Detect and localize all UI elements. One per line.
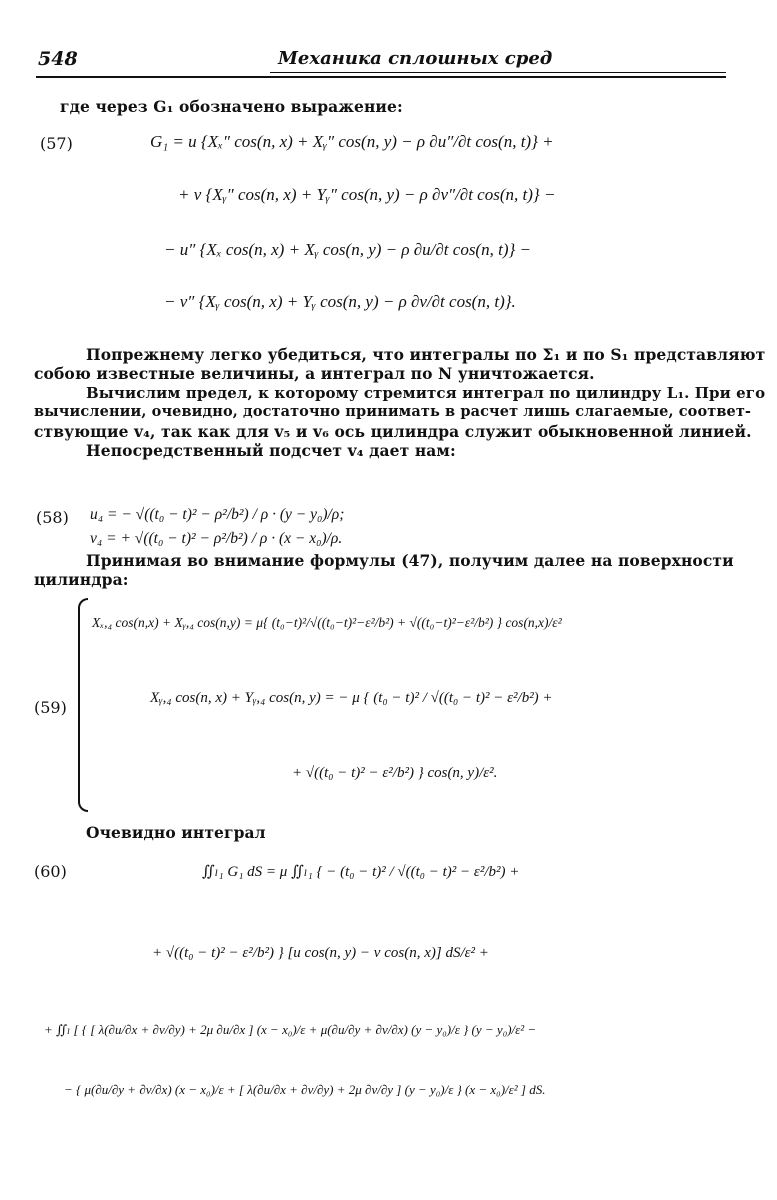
para2-line3: ствующие v₄, так как для v₅ и v₆ ось цилиндра служит обыкновенной линией. [34,422,752,441]
eq57-line4: − v″ {Xᵧ cos(n, x) + Yᵧ cos(n, y) − ρ ∂v/∂t cos(n, t)}. [164,292,516,311]
eq58-right: v₄ = + √((t₀ − t)² − ρ²/b²) / ρ · (x − x₀)/ρ. [90,530,343,547]
para1-line1: Попрежнему легко убедиться, что интегралы по Σ₁ и по S₁ представляют [86,345,766,364]
para2-line1: Вычислим предел, к которому стремится интеграл по цилиндру L₁. При его [86,384,766,402]
eq60-line4: − { μ(∂u/∂y + ∂v/∂x) (x − x₀)/ε + [ λ(∂u/∂x + ∂v/∂y) + 2μ ∂v/∂y ] (y − y₀)/ε } (x − x₀)/ε² ] dS. [64,1082,546,1097]
eq58-left: u₄ = − √((t₀ − t)² − ρ²/b²) / ρ · (y − y₀)/ρ; [90,506,345,523]
eq57-line2: + v {Xᵧ″ cos(n, x) + Yᵧ″ cos(n, y) − ρ ∂v″/∂t cos(n, t)} − [178,185,556,204]
para3-line1: Принимая во внимание формулы (47), получим далее на поверхности [86,551,734,570]
eq59-brace [78,598,88,812]
eq57-number: (57) [40,134,73,153]
page-number: 548 [38,48,78,70]
para3-line2: цилиндра: [34,570,129,589]
running-title: Механика сплошных сред [278,48,553,69]
eq60-number: (60) [34,862,67,881]
header-rule [36,76,726,78]
eq58-number: (58) [36,508,69,527]
eq59-line2: Xᵧ,₄ cos(n, x) + Yᵧ,₄ cos(n, y) = − μ { (t₀ − t)² / √((t₀ − t)² − ε²/b²) + [150,690,553,706]
eq59-line3: + √((t₀ − t)² − ε²/b²) } cos(n, y)/ε². [292,765,498,781]
para2-line2: вычислении, очевидно, достаточно принимать в расчет лишь слагаемые, соответ- [34,403,752,420]
header-rule-thin [270,72,726,73]
para1-line2: собою известные величины, а интеграл по N уничтожается. [34,364,595,383]
para4: Очевидно интеграл [86,823,266,842]
eq60-line3: + ∬ₗ [ { [ λ(∂u/∂x + ∂v/∂y) + 2μ ∂u/∂x ] (x − x₀)/ε + μ(∂u/∂y + ∂v/∂x) (y − y₀)/ε } (y − y₀)/ε² − [44,1022,537,1037]
eq57-line1: G₁ = u {Xₓ″ cos(n, x) + Xᵧ″ cos(n, y) − ρ ∂u″/∂t cos(n, t)} + [150,132,554,151]
eq59-line1: Xₓ,₄ cos(n,x) + Xᵧ,₄ cos(n,y) = μ{ (t₀−t)²/√((t₀−t)²−ε²/b²) + √((t₀−t)²−ε²/b²) } cos(n,x)/ε² [92,615,562,630]
para2-line4: Непосредственный подсчет v₄ дает нам: [86,441,456,460]
eq60-line2: + √((t₀ − t)² − ε²/b²) } [u cos(n, y) − v cos(n, x)] dS/ε² + [152,945,489,961]
eq59-number: (59) [34,698,67,717]
eq60-line1: ∬ₗ₁ G₁ dS = μ ∬ₗ₁ { − (t₀ − t)² / √((t₀ − t)² − ε²/b²) + [202,864,520,880]
intro-line: где через G₁ обозначено выражение: [60,97,403,116]
eq57-line3: − u″ {Xₓ cos(n, x) + Xᵧ cos(n, y) − ρ ∂u/∂t cos(n, t)} − [164,240,532,259]
